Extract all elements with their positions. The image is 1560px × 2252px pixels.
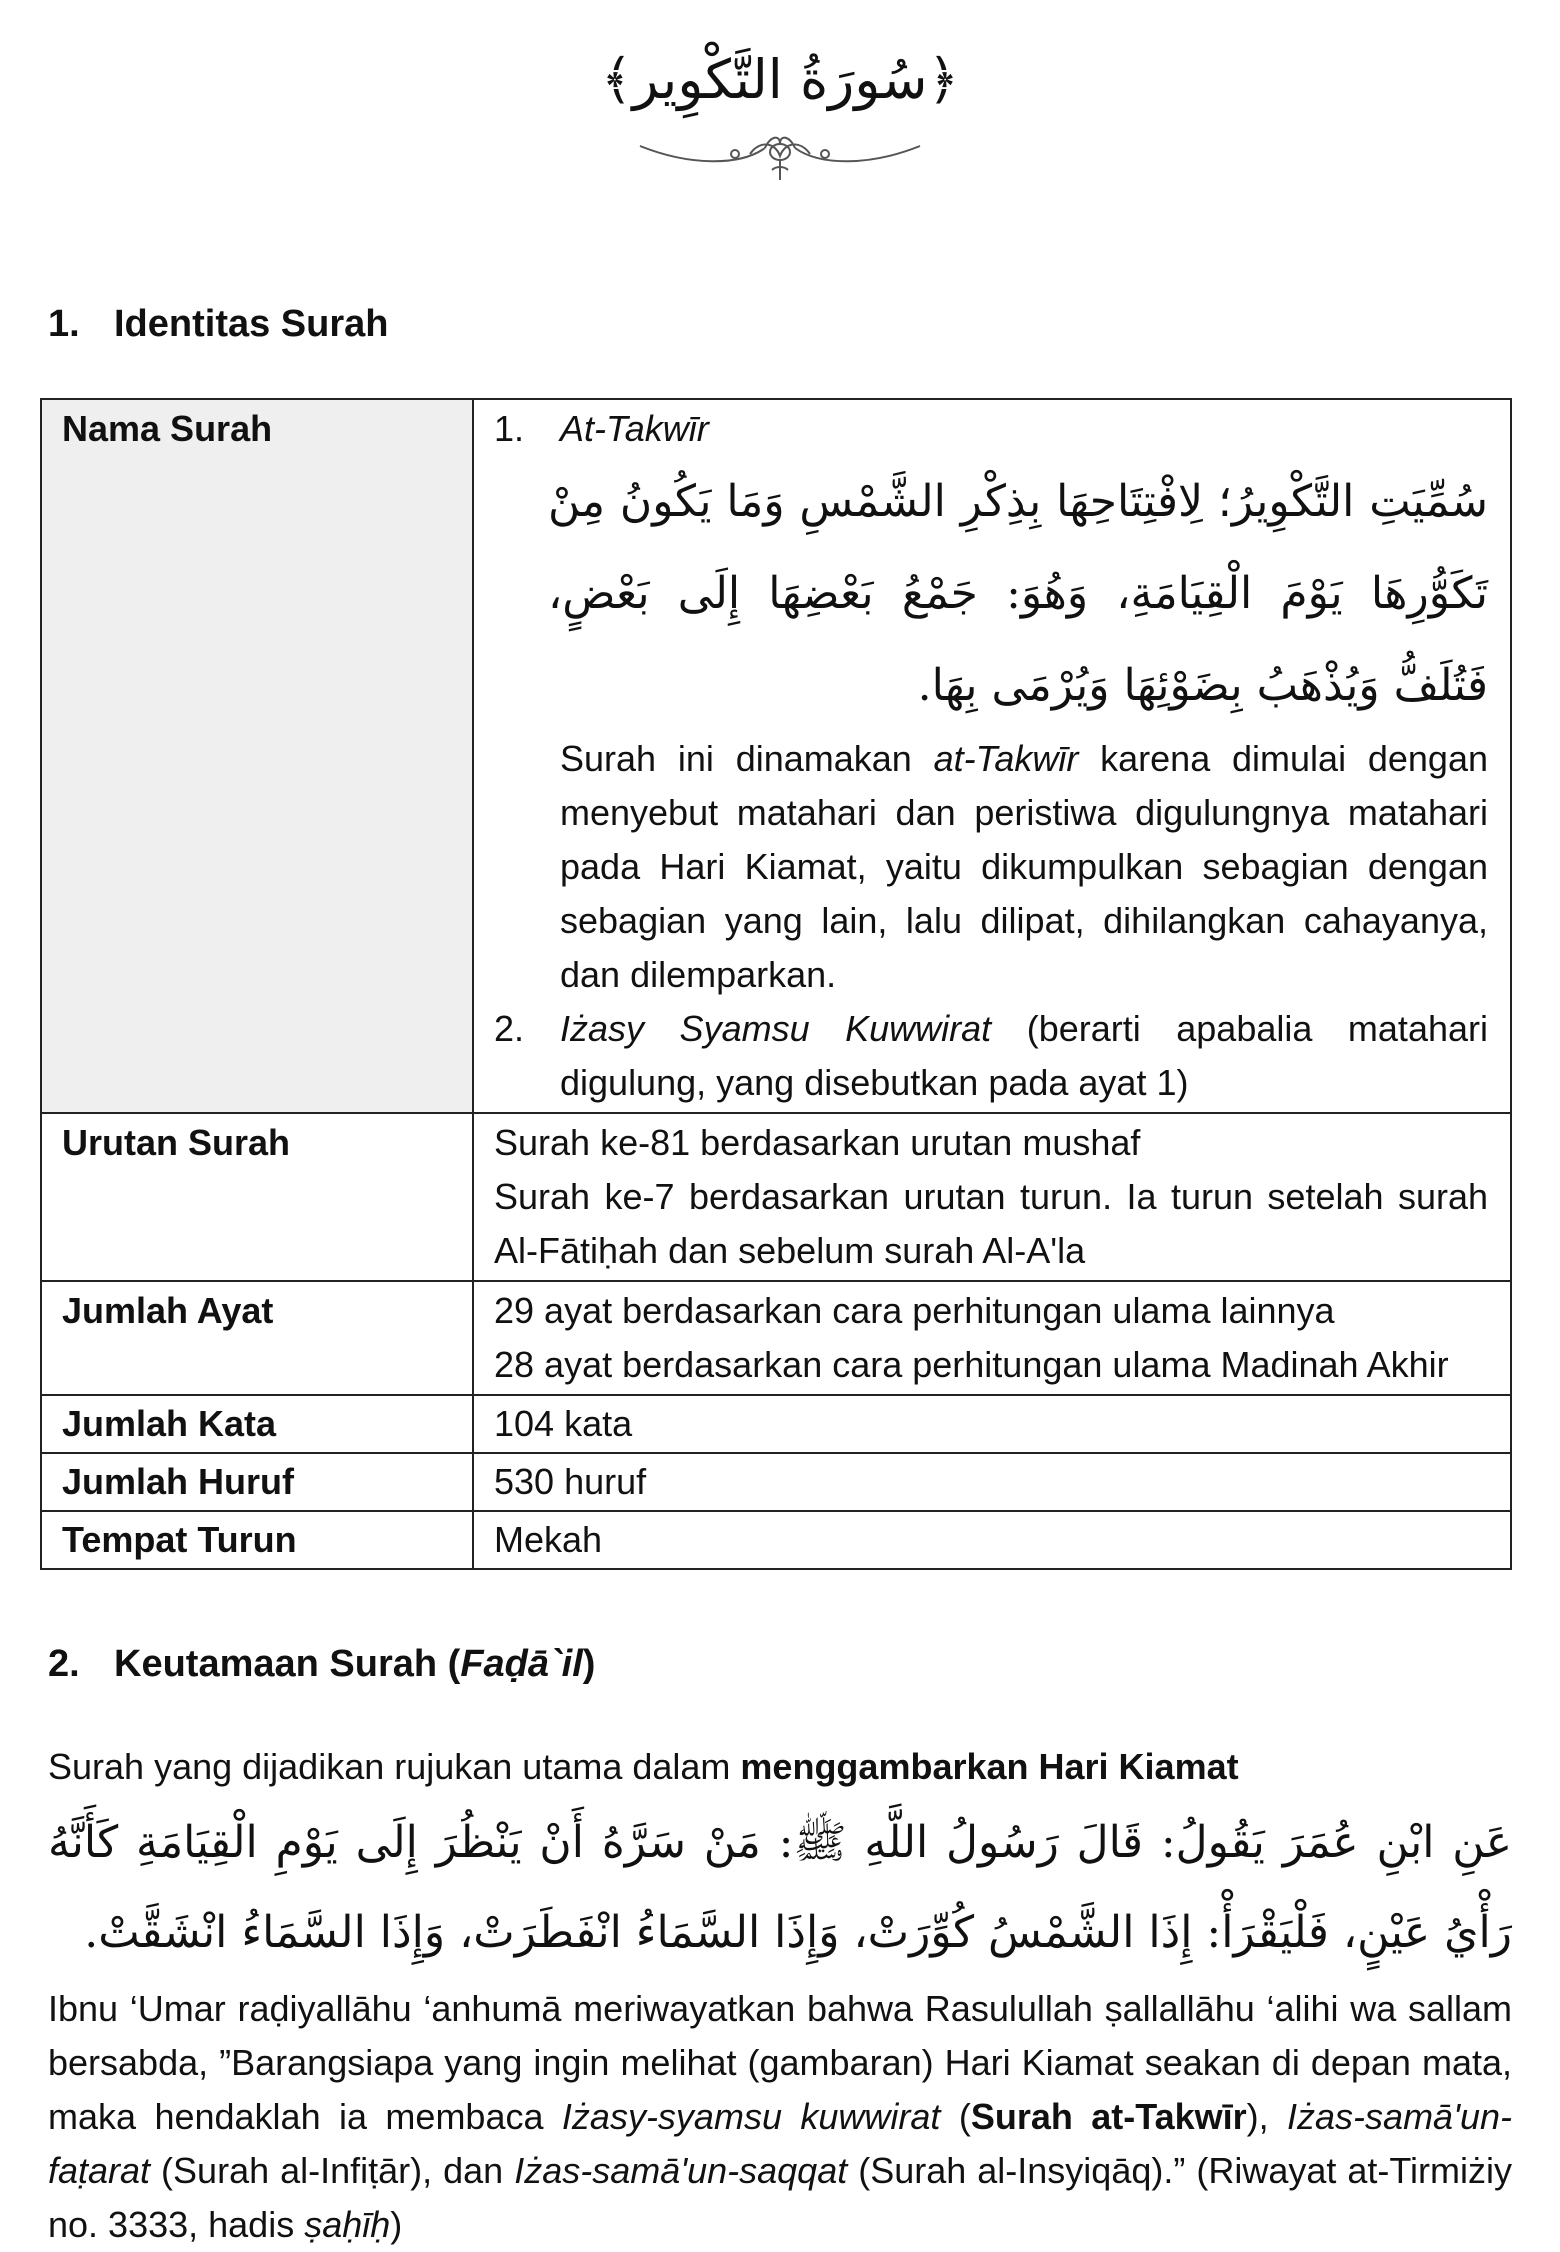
- intro-text: Surah yang dijadikan rujukan utama dalam: [48, 1746, 741, 1787]
- list-item-2: [494, 1002, 1488, 1110]
- desc-text: Surah ini dinamakan: [560, 738, 934, 779]
- row-value: 104 kata: [473, 1395, 1511, 1453]
- keutamaan-body: [48, 1740, 1512, 2252]
- section-number: 2.: [48, 1643, 80, 1685]
- section-heading-identitas: [48, 300, 389, 348]
- identitas-table: [40, 398, 1512, 1570]
- naming-description: [560, 732, 1488, 1002]
- value-line: 28 ayat berdasarkan cara perhitungan ulama Madinah Akhir: [494, 1344, 1449, 1385]
- value-line: Surah ke-7 berdasarkan urutan turun. Ia turun setelah surah Al-Fātiḥah dan sebelum surah Al-A'la: [494, 1176, 1488, 1271]
- section-number: 1.: [48, 303, 80, 345]
- table-row-jumlah-huruf: [41, 1453, 1511, 1511]
- intro-paragraph: [48, 1740, 1512, 1794]
- row-label: Urutan Surah: [41, 1113, 473, 1281]
- ornament-flourish-icon: [0, 126, 1560, 186]
- trans-text: ),: [1246, 2096, 1288, 2137]
- alt-name-italic: Iżasy Syamsu Kuwwirat: [560, 1008, 992, 1049]
- table-row-urutan-surah: [41, 1113, 1511, 1281]
- table-row-jumlah-kata: [41, 1395, 1511, 1453]
- trans-text: (Surah al-Infiṭār), dan: [150, 2150, 515, 2191]
- hadith-translation: [48, 1982, 1512, 2252]
- desc-text-post: karena dimulai dengan menyebut matahari dan peristiwa digulungnya matahari pada Hari Kiamat, yaitu dikumpulkan sebagian dengan sebagian yang lain, lalu dilipat, dihilangkan cahayanya, dan dilemparkan.: [560, 738, 1488, 995]
- hadith-arabic: عَنِ ابْنِ عُمَرَ يَقُولُ: قَالَ رَسُولُ اللَّهِ ﷺ: مَنْ سَرَّهُ أَنْ يَنْظُرَ إِلَى يَوْمِ الْقِيَامَةِ كَأَنَّهُ رَأْيُ عَيْنٍ، فَلْيَقْرَأْ: إِذَا الشَّمْسُ كُوِّرَتْ، وَإِذَا السَّمَاءُ انْفَطَرَتْ، وَإِذَا السَّمَاءُ انْشَقَّتْ.: [48, 1817, 1512, 1958]
- row-label: Jumlah Huruf: [41, 1453, 473, 1511]
- list-item-1: [494, 402, 1488, 456]
- row-label: Nama Surah: [41, 399, 473, 1113]
- row-value: [473, 1281, 1511, 1395]
- alt-name-explanation: (berarti apabalia matahari digulung, yang disebutkan pada ayat 1): [560, 1008, 1488, 1103]
- item-number: 1.: [494, 408, 525, 449]
- row-value: 530 huruf: [473, 1453, 1511, 1511]
- item-number: 2.: [494, 1008, 525, 1049]
- row-label: Jumlah Kata: [41, 1395, 473, 1453]
- desc-italic: at-Takwīr: [933, 738, 1079, 779]
- row-label: Jumlah Ayat: [41, 1281, 473, 1395]
- value-line: Surah ke-81 berdasarkan urutan mushaf: [494, 1122, 1141, 1163]
- arabic-naming-text: سُمِّيَتِ التَّكْوِيرُ؛ لِافْتِتَاحِهَا بِذِكْرِ الشَّمْسِ وَمَا يَكُونُ مِنْ تَكَوُّرِهَا يَوْمَ الْقِيَامَةِ، وَهُوَ: جَمْعُ بَعْضِهَا إِلَى بَعْضٍ، فَتُلَفُّ وَيُذْهَبُ بِضَوْئِهَا وَيُرْمَى بِهَا.: [548, 476, 1488, 711]
- trans-italic: Iżas-samā'un-faṭarat: [48, 2096, 1512, 2191]
- row-value: [473, 399, 1511, 1113]
- trans-bold: Surah at-Takwīr: [970, 2096, 1247, 2137]
- table-row-nama-surah: [41, 399, 1511, 1113]
- intro-bold: menggambarkan Hari Kiamat: [740, 1746, 1239, 1787]
- trans-text: (: [940, 2096, 971, 2137]
- section-title-italic: Faḍā`il: [460, 1643, 583, 1685]
- table-row-tempat-turun: [41, 1511, 1511, 1569]
- surah-title-arabic: ﴿سُورَةُ التَّكْوِير﴾: [600, 48, 960, 111]
- value-line: 29 ayat berdasarkan cara perhitungan ulama lainnya: [494, 1290, 1335, 1331]
- trans-text: ): [390, 2204, 403, 2245]
- surah-header: [0, 40, 1560, 186]
- section-title-close: ): [582, 1643, 596, 1685]
- section-heading-keutamaan: [48, 1640, 595, 1688]
- section-title: Keutamaan Surah (: [114, 1643, 461, 1685]
- row-label: Tempat Turun: [41, 1511, 473, 1569]
- trans-italic: ṣaḥīḥ: [304, 2204, 391, 2245]
- trans-text: Ibnu ‘Umar raḍiyallāhu ‘anhumā meriwayatkan bahwa Rasulullah ṣallallāhu ‘alihi wa sallam bersabda, ”Barangsiapa yang ingin melihat (gambaran) Hari Kiamat seakan di depan mata, maka hendaklah ia membaca: [48, 1988, 1512, 2137]
- trans-italic: Iżas-samā'un-saqqat: [514, 2150, 848, 2191]
- trans-text: (Surah al-Insyiqāq).” (Riwayat at-Tirmiżiy no. 3333, hadis: [48, 2150, 1512, 2245]
- table-row-jumlah-ayat: [41, 1281, 1511, 1395]
- row-value: Mekah: [473, 1511, 1511, 1569]
- trans-italic: Iżasy-syamsu kuwwirat: [561, 2096, 941, 2137]
- surah-name-italic: At-Takwīr: [560, 408, 709, 449]
- section-title: Identitas Surah: [114, 303, 389, 345]
- row-value: [473, 1113, 1511, 1281]
